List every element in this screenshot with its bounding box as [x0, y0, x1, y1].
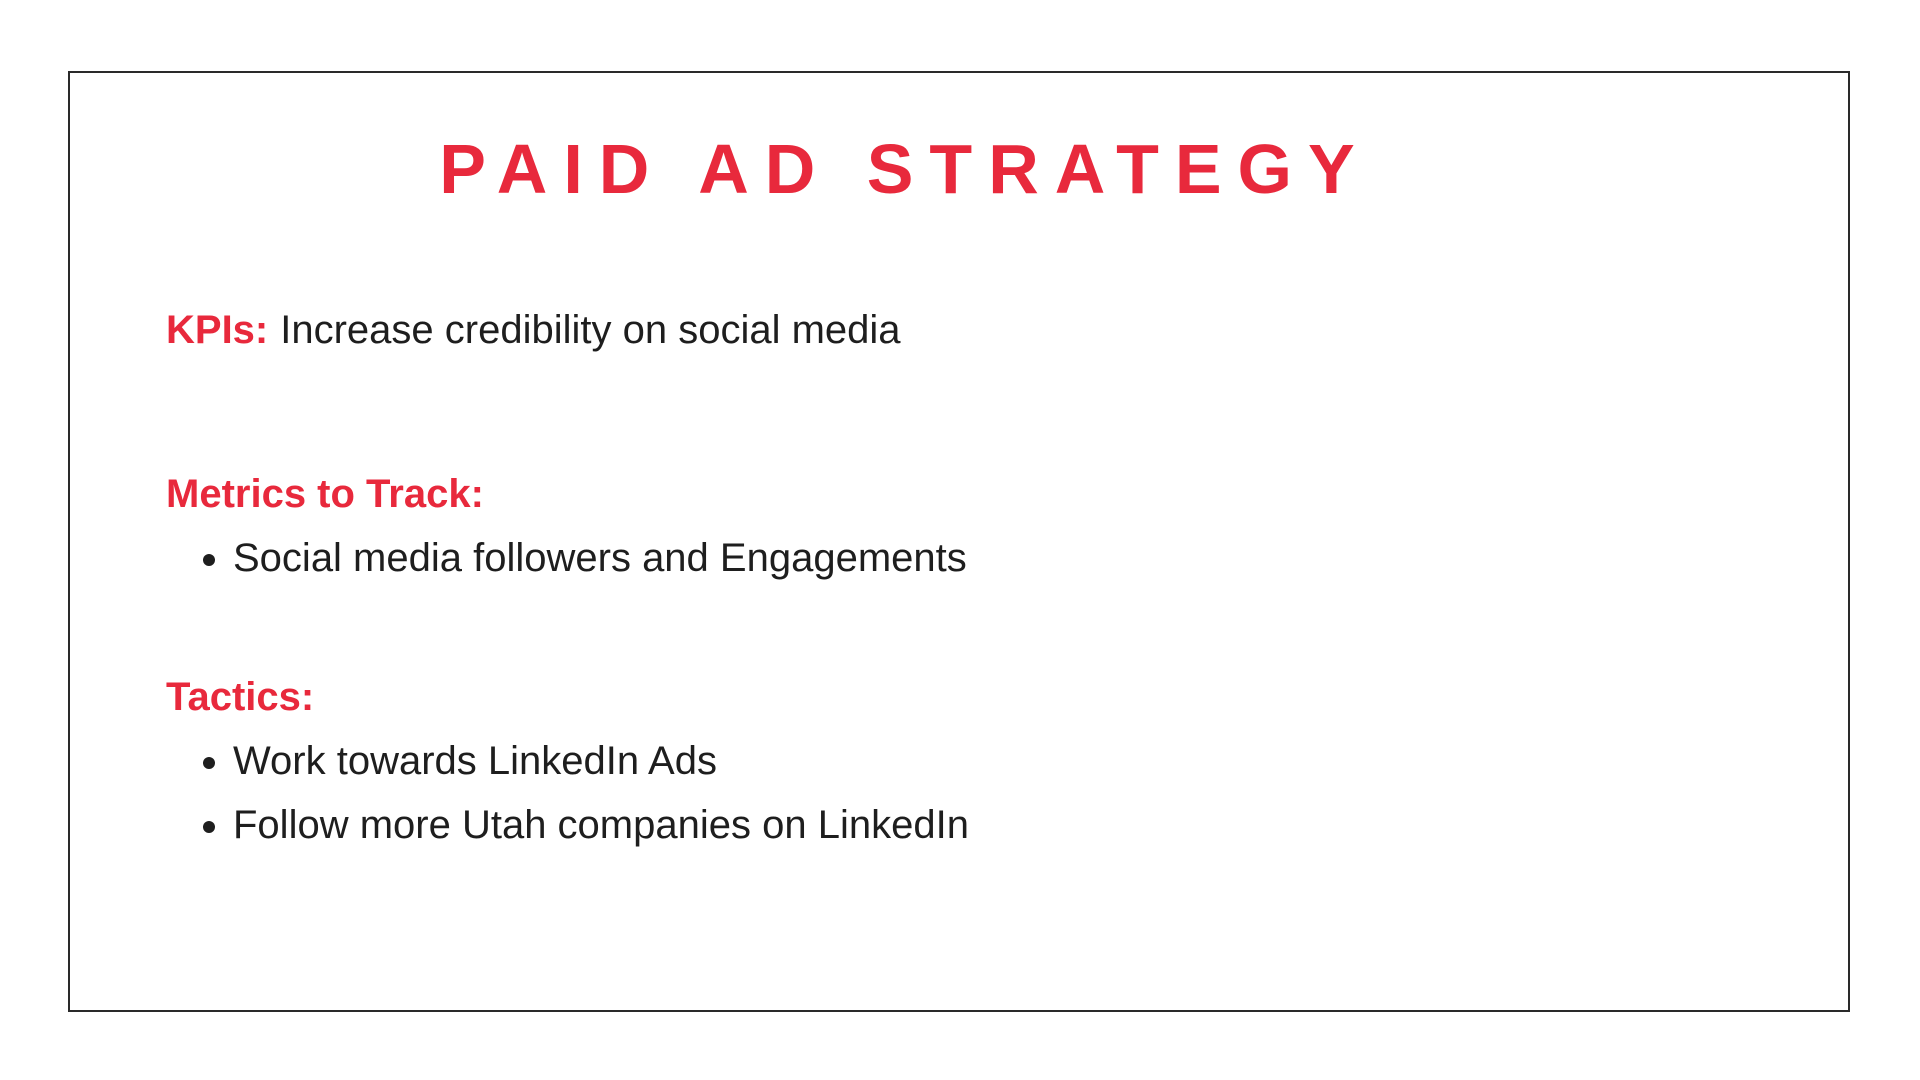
slide-title: PAID AD STRATEGY — [439, 130, 1371, 208]
metrics-bullet-list — [166, 526, 1726, 590]
kpi-line — [166, 298, 1726, 362]
kpi-text: Increase credibility on social media — [280, 308, 901, 352]
metrics-heading: Metrics to Track: — [166, 472, 484, 516]
list-item: • Follow more Utah companies on LinkedIn — [233, 793, 1726, 857]
slide-content — [166, 298, 1726, 857]
list-item: • Social media followers and Engagements — [233, 526, 1726, 590]
list-item: • Work towards LinkedIn Ads — [233, 729, 1726, 793]
section-tactics — [166, 665, 1726, 857]
kpi-label: KPIs: — [166, 308, 269, 352]
tactics-heading: Tactics: — [166, 675, 315, 719]
tactics-bullet-list — [166, 729, 1726, 857]
section-metrics — [166, 462, 1726, 590]
